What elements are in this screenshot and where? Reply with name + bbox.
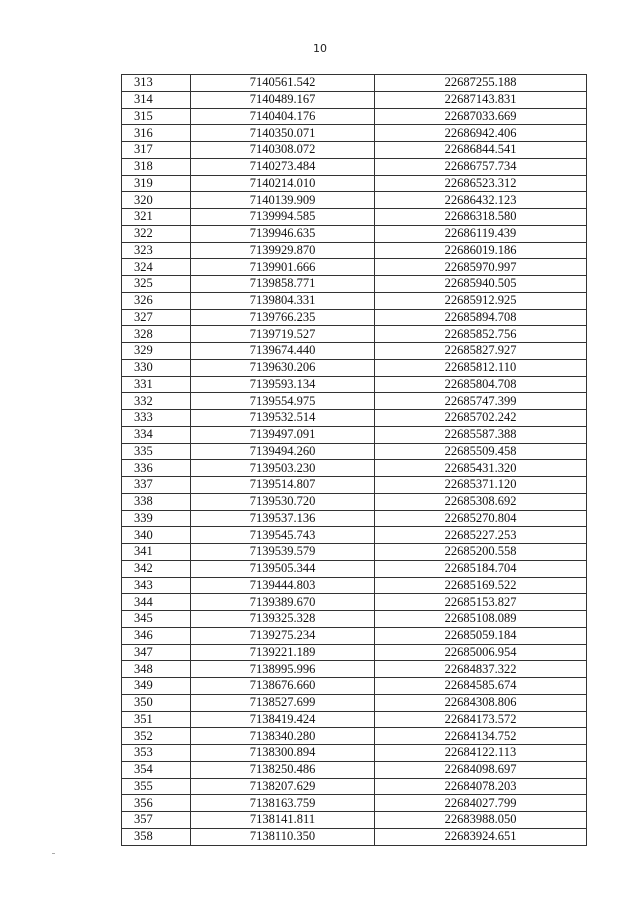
x-coordinate-cell: 7139946.635 — [191, 225, 375, 242]
point-number-cell: 345 — [122, 611, 191, 628]
x-coordinate-cell: 7140139.909 — [191, 192, 375, 209]
point-number-cell: 329 — [122, 343, 191, 360]
point-number-cell: 314 — [122, 91, 191, 108]
x-coordinate-cell: 7139514.807 — [191, 477, 375, 494]
y-coordinate-cell: 22685894.708 — [375, 309, 587, 326]
y-coordinate-cell: 22685227.253 — [375, 527, 587, 544]
table-row — [122, 343, 587, 360]
y-coordinate-cell: 22684027.799 — [375, 795, 587, 812]
point-number-cell: 313 — [122, 75, 191, 92]
y-coordinate-cell: 22685431.320 — [375, 460, 587, 477]
table-row — [122, 611, 587, 628]
y-coordinate-cell: 22684134.752 — [375, 728, 587, 745]
table-row — [122, 627, 587, 644]
table-row — [122, 376, 587, 393]
table-row — [122, 242, 587, 259]
table-row — [122, 326, 587, 343]
y-coordinate-cell: 22685200.558 — [375, 544, 587, 561]
y-coordinate-cell: 22685812.110 — [375, 359, 587, 376]
x-coordinate-cell: 7139539.579 — [191, 544, 375, 561]
point-number-cell: 322 — [122, 225, 191, 242]
y-coordinate-cell: 22687033.669 — [375, 108, 587, 125]
scan-artifact — [52, 853, 55, 854]
y-coordinate-cell: 22685169.522 — [375, 577, 587, 594]
table-row — [122, 125, 587, 142]
point-number-cell: 348 — [122, 661, 191, 678]
x-coordinate-cell: 7139325.328 — [191, 611, 375, 628]
point-number-cell: 337 — [122, 477, 191, 494]
table-row — [122, 661, 587, 678]
x-coordinate-cell: 7138141.811 — [191, 812, 375, 829]
point-number-cell: 318 — [122, 158, 191, 175]
y-coordinate-cell: 22684173.572 — [375, 711, 587, 728]
table-row — [122, 510, 587, 527]
x-coordinate-cell: 7138163.759 — [191, 795, 375, 812]
y-coordinate-cell: 22686432.123 — [375, 192, 587, 209]
x-coordinate-cell: 7139630.206 — [191, 359, 375, 376]
point-number-cell: 350 — [122, 694, 191, 711]
y-coordinate-cell: 22684837.322 — [375, 661, 587, 678]
x-coordinate-cell: 7139554.975 — [191, 393, 375, 410]
x-coordinate-cell: 7140350.071 — [191, 125, 375, 142]
point-number-cell: 341 — [122, 544, 191, 561]
table-row — [122, 158, 587, 175]
y-coordinate-cell: 22685827.927 — [375, 343, 587, 360]
table-row — [122, 410, 587, 427]
y-coordinate-cell: 22685108.089 — [375, 611, 587, 628]
table-row — [122, 778, 587, 795]
table-row — [122, 745, 587, 762]
table-row — [122, 426, 587, 443]
y-coordinate-cell: 22684308.806 — [375, 694, 587, 711]
y-coordinate-cell: 22686757.734 — [375, 158, 587, 175]
table-row — [122, 142, 587, 159]
y-coordinate-cell: 22685702.242 — [375, 410, 587, 427]
y-coordinate-cell: 22685184.704 — [375, 560, 587, 577]
x-coordinate-cell: 7139444.803 — [191, 577, 375, 594]
point-number-cell: 326 — [122, 292, 191, 309]
y-coordinate-cell: 22685804.708 — [375, 376, 587, 393]
y-coordinate-cell: 22683988.050 — [375, 812, 587, 829]
table-row — [122, 209, 587, 226]
point-number-cell: 325 — [122, 276, 191, 293]
table-row — [122, 359, 587, 376]
point-number-cell: 338 — [122, 493, 191, 510]
y-coordinate-cell: 22686844.541 — [375, 142, 587, 159]
point-number-cell: 354 — [122, 761, 191, 778]
point-number-cell: 324 — [122, 259, 191, 276]
table-row — [122, 828, 587, 845]
table-row — [122, 527, 587, 544]
y-coordinate-cell: 22687255.188 — [375, 75, 587, 92]
point-number-cell: 347 — [122, 644, 191, 661]
x-coordinate-cell: 7140308.072 — [191, 142, 375, 159]
x-coordinate-cell: 7139804.331 — [191, 292, 375, 309]
y-coordinate-cell: 22685912.925 — [375, 292, 587, 309]
page-number: 10 — [313, 42, 327, 55]
point-number-cell: 358 — [122, 828, 191, 845]
table-row — [122, 812, 587, 829]
y-coordinate-cell: 22685970.997 — [375, 259, 587, 276]
y-coordinate-cell: 22686019.186 — [375, 242, 587, 259]
point-number-cell: 357 — [122, 812, 191, 829]
y-coordinate-cell: 22685006.954 — [375, 644, 587, 661]
y-coordinate-cell: 22687143.831 — [375, 91, 587, 108]
point-number-cell: 321 — [122, 209, 191, 226]
x-coordinate-cell: 7140404.176 — [191, 108, 375, 125]
x-coordinate-cell: 7139530.720 — [191, 493, 375, 510]
x-coordinate-cell: 7139719.527 — [191, 326, 375, 343]
x-coordinate-cell: 7139497.091 — [191, 426, 375, 443]
point-number-cell: 342 — [122, 560, 191, 577]
x-coordinate-cell: 7139503.230 — [191, 460, 375, 477]
table-row — [122, 460, 587, 477]
point-number-cell: 339 — [122, 510, 191, 527]
table-row — [122, 594, 587, 611]
table-row — [122, 75, 587, 92]
point-number-cell: 355 — [122, 778, 191, 795]
point-number-cell: 330 — [122, 359, 191, 376]
x-coordinate-cell: 7139593.134 — [191, 376, 375, 393]
table-row — [122, 108, 587, 125]
point-number-cell: 356 — [122, 795, 191, 812]
point-number-cell: 346 — [122, 627, 191, 644]
y-coordinate-cell: 22685587.388 — [375, 426, 587, 443]
table-row — [122, 678, 587, 695]
x-coordinate-cell: 7139929.870 — [191, 242, 375, 259]
point-number-cell: 340 — [122, 527, 191, 544]
y-coordinate-cell: 22685852.756 — [375, 326, 587, 343]
x-coordinate-cell: 7139221.189 — [191, 644, 375, 661]
x-coordinate-cell: 7139858.771 — [191, 276, 375, 293]
y-coordinate-cell: 22685509.458 — [375, 443, 587, 460]
x-coordinate-cell: 7138250.486 — [191, 761, 375, 778]
table-row — [122, 292, 587, 309]
x-coordinate-cell: 7139275.234 — [191, 627, 375, 644]
table-row — [122, 711, 587, 728]
x-coordinate-cell: 7139389.670 — [191, 594, 375, 611]
x-coordinate-cell: 7138207.629 — [191, 778, 375, 795]
y-coordinate-cell: 22685940.505 — [375, 276, 587, 293]
x-coordinate-cell: 7140489.167 — [191, 91, 375, 108]
y-coordinate-cell: 22685270.804 — [375, 510, 587, 527]
table-row — [122, 644, 587, 661]
x-coordinate-cell: 7139494.260 — [191, 443, 375, 460]
point-number-cell: 349 — [122, 678, 191, 695]
y-coordinate-cell: 22686119.439 — [375, 225, 587, 242]
point-number-cell: 327 — [122, 309, 191, 326]
x-coordinate-cell: 7138995.996 — [191, 661, 375, 678]
point-number-cell: 336 — [122, 460, 191, 477]
x-coordinate-cell: 7140273.484 — [191, 158, 375, 175]
x-coordinate-cell: 7138340.280 — [191, 728, 375, 745]
table-row — [122, 493, 587, 510]
x-coordinate-cell: 7139532.514 — [191, 410, 375, 427]
y-coordinate-cell: 22684122.113 — [375, 745, 587, 762]
point-number-cell: 332 — [122, 393, 191, 410]
point-number-cell: 317 — [122, 142, 191, 159]
point-number-cell: 334 — [122, 426, 191, 443]
point-number-cell: 315 — [122, 108, 191, 125]
y-coordinate-cell: 22686942.406 — [375, 125, 587, 142]
table-row — [122, 761, 587, 778]
y-coordinate-cell: 22685153.827 — [375, 594, 587, 611]
point-number-cell: 353 — [122, 745, 191, 762]
point-number-cell: 320 — [122, 192, 191, 209]
x-coordinate-cell: 7140214.010 — [191, 175, 375, 192]
x-coordinate-cell: 7139505.344 — [191, 560, 375, 577]
point-number-cell: 351 — [122, 711, 191, 728]
coordinates-table — [121, 74, 587, 846]
x-coordinate-cell: 7139994.585 — [191, 209, 375, 226]
table-row — [122, 443, 587, 460]
y-coordinate-cell: 22685747.399 — [375, 393, 587, 410]
table-row — [122, 393, 587, 410]
x-coordinate-cell: 7140561.542 — [191, 75, 375, 92]
table-row — [122, 259, 587, 276]
y-coordinate-cell: 22683924.651 — [375, 828, 587, 845]
table-row — [122, 694, 587, 711]
y-coordinate-cell: 22685371.120 — [375, 477, 587, 494]
x-coordinate-cell: 7139545.743 — [191, 527, 375, 544]
point-number-cell: 333 — [122, 410, 191, 427]
y-coordinate-cell: 22686523.312 — [375, 175, 587, 192]
table-row — [122, 225, 587, 242]
y-coordinate-cell: 22684078.203 — [375, 778, 587, 795]
y-coordinate-cell: 22685059.184 — [375, 627, 587, 644]
y-coordinate-cell: 22685308.692 — [375, 493, 587, 510]
table-row — [122, 577, 587, 594]
point-number-cell: 328 — [122, 326, 191, 343]
point-number-cell: 331 — [122, 376, 191, 393]
table-row — [122, 728, 587, 745]
table-row — [122, 560, 587, 577]
x-coordinate-cell: 7138110.350 — [191, 828, 375, 845]
coordinates-table-body — [122, 75, 587, 846]
y-coordinate-cell: 22684585.674 — [375, 678, 587, 695]
table-row — [122, 276, 587, 293]
point-number-cell: 319 — [122, 175, 191, 192]
table-row — [122, 309, 587, 326]
x-coordinate-cell: 7139674.440 — [191, 343, 375, 360]
point-number-cell: 323 — [122, 242, 191, 259]
x-coordinate-cell: 7139901.666 — [191, 259, 375, 276]
x-coordinate-cell: 7139537.136 — [191, 510, 375, 527]
table-row — [122, 795, 587, 812]
x-coordinate-cell: 7138527.699 — [191, 694, 375, 711]
y-coordinate-cell: 22684098.697 — [375, 761, 587, 778]
x-coordinate-cell: 7138419.424 — [191, 711, 375, 728]
table-row — [122, 477, 587, 494]
table-row — [122, 91, 587, 108]
table-row — [122, 192, 587, 209]
table-row — [122, 175, 587, 192]
point-number-cell: 316 — [122, 125, 191, 142]
point-number-cell: 335 — [122, 443, 191, 460]
point-number-cell: 343 — [122, 577, 191, 594]
table-row — [122, 544, 587, 561]
x-coordinate-cell: 7138300.894 — [191, 745, 375, 762]
point-number-cell: 344 — [122, 594, 191, 611]
x-coordinate-cell: 7139766.235 — [191, 309, 375, 326]
y-coordinate-cell: 22686318.580 — [375, 209, 587, 226]
x-coordinate-cell: 7138676.660 — [191, 678, 375, 695]
point-number-cell: 352 — [122, 728, 191, 745]
